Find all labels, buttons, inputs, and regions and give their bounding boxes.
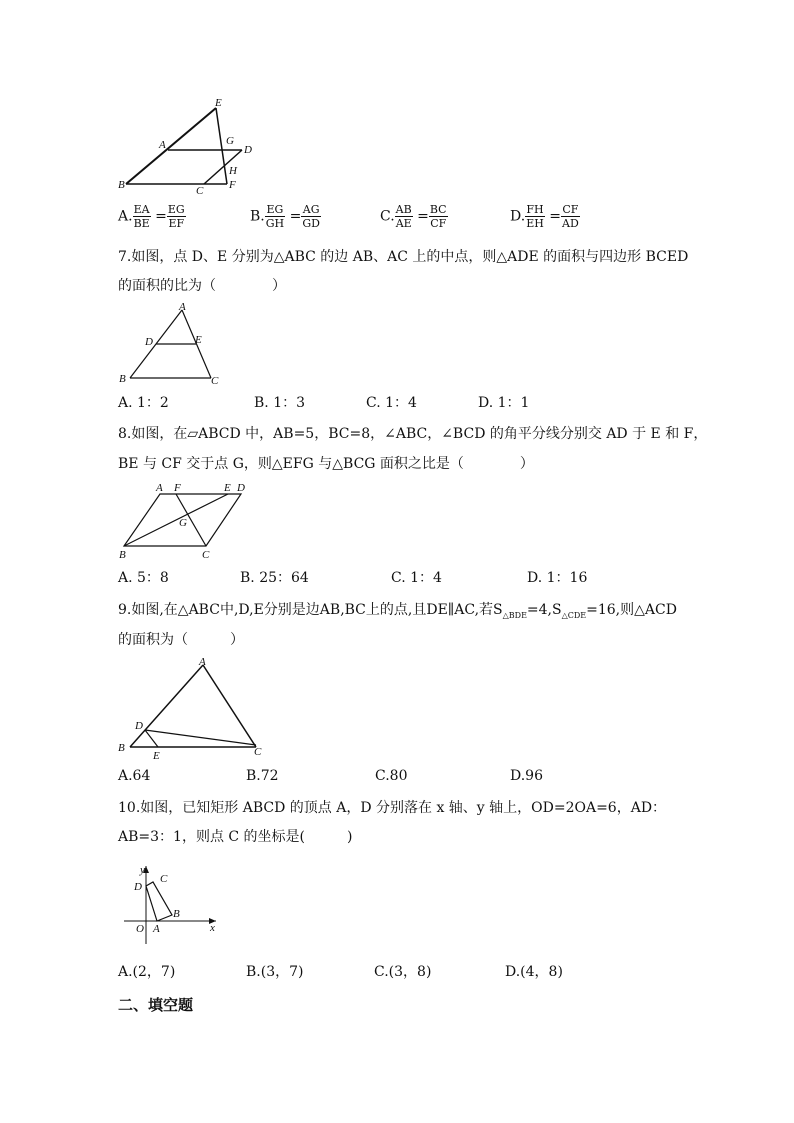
q7-stem-line2: 的面积的比为（ ） <box>118 278 286 294</box>
q6-option-b: B. $\frac{EG}{GH}$ = $\frac{AG}{GD}$ <box>250 203 320 230</box>
q10-label-D: D <box>134 881 142 893</box>
section-heading-fill-in: 二、填空题 <box>118 996 194 1014</box>
q7-option-c: C. 1：4 <box>366 395 417 411</box>
q6-a-rhs: $\frac{EG}{EF}$ <box>167 203 185 230</box>
q10-figure <box>120 860 225 946</box>
q7-label-A: A <box>179 302 186 313</box>
q6-figure <box>116 96 266 196</box>
q10-label-C: C <box>160 873 168 885</box>
q8-label-C: C <box>202 549 210 561</box>
q7-option-d: D. 1：1 <box>478 395 530 411</box>
q6-a-lhs: $\frac{EA}{BE}$ <box>133 203 150 230</box>
q10-label-x: x <box>210 922 215 934</box>
q8-stem-line2: BE 与 CF 交于点 G，则△EFG 与△BCG 面积之比是（ ） <box>118 456 534 472</box>
q6-label-E: E <box>215 97 222 109</box>
q9-label-C: C <box>254 746 262 758</box>
q6-option-c: C. $\frac{AB}{AE}$ = $\frac{BC}{CF}$ <box>380 203 447 230</box>
q9-option-b: B.72 <box>246 768 279 784</box>
q9-stem-line1: 9.如图,在△ABC中,D,E分别是边AB,BC上的点,且DE∥AC,若$S_{\triangle BDE}=4,S_{\triangle CDE}=16$,则△ACD <box>118 602 677 620</box>
q6-label-H: H <box>229 165 237 177</box>
q6-option-d: D. $\frac{FH}{EH}$ = $\frac{CF}{AD}$ <box>510 203 579 230</box>
q9-label-A: A <box>199 656 206 668</box>
q8-stem-line1: 8.如图，在▱ABCD 中，AB=5，BC=8，∠ABC，∠BCD 的角平分线分别交 AD 于 E 和 F， <box>118 426 708 442</box>
q7-figure <box>116 302 226 388</box>
q7-stem-line1: 7.如图，点 D、E 分别为△ABC 的边 AB、AC 上的中点，则△ADE 的面积与四边形 BCED <box>118 249 689 265</box>
q8-label-B: B <box>119 549 126 561</box>
q9-option-a: A.64 <box>118 768 151 784</box>
q7-label-E: E <box>195 334 202 346</box>
q8-label-D: D <box>237 482 245 494</box>
q10-label-O: O <box>136 923 144 935</box>
q8-label-F: F <box>174 482 181 494</box>
q8-label-A: A <box>156 482 163 494</box>
q6-d-lhs: $\frac{FH}{EH}$ <box>526 203 544 230</box>
q10-option-a: A.(2，7) <box>118 964 176 980</box>
q6-c-rhs: $\frac{BC}{CF}$ <box>429 203 447 230</box>
q9-sub-bde: △BDE <box>502 610 527 620</box>
q6-d-rhs: $\frac{CF}{AD}$ <box>562 203 579 230</box>
q9-label-E: E <box>153 750 160 761</box>
q9-figure <box>116 655 276 761</box>
q8-option-a: A. 5：8 <box>118 570 169 586</box>
q7-label-B: B <box>119 373 126 385</box>
q9-label-B: B <box>118 742 125 754</box>
q10-label-y: y <box>140 864 145 876</box>
q8-figure <box>116 478 256 562</box>
q8-option-c: C. 1：4 <box>391 570 442 586</box>
q10-option-b: B.(3，7) <box>246 964 304 980</box>
q7-option-b: B. 1：3 <box>254 395 306 411</box>
q9-sub-cde: △CDE <box>561 610 587 620</box>
q8-option-b: B. 25：64 <box>240 570 309 586</box>
q10-label-B: B <box>173 908 180 920</box>
q8-label-G: G <box>179 517 187 529</box>
q6-label-C: C <box>196 185 204 196</box>
q6-b-rhs: $\frac{AG}{GD}$ <box>302 203 320 230</box>
q10-label-A: A <box>153 923 160 935</box>
q9-option-c: C.80 <box>375 768 408 784</box>
q6-label-D: D <box>244 144 252 156</box>
q10-stem-line2: AB=3：1，则点 C 的坐标是( ) <box>118 829 353 845</box>
q6-label-F: F <box>229 179 236 191</box>
q6-label-A: A <box>159 139 166 151</box>
q6-label-G: G <box>226 135 234 147</box>
q10-stem-line1: 10.如图，已知矩形 ABCD 的顶点 A，D 分别落在 x 轴、y 轴上，OD=2OA=6，AD： <box>118 800 667 816</box>
q9-stem-line2: 的面积为（ ） <box>118 632 244 648</box>
q8-option-d: D. 1：16 <box>527 570 588 586</box>
q6-option-a: A. $\frac{EA}{BE}$ = $\frac{EG}{EF}$ <box>118 203 185 230</box>
q10-option-d: D.(4，8) <box>505 964 563 980</box>
q7-option-a: A. 1：2 <box>118 395 169 411</box>
q8-label-E: E <box>224 482 231 494</box>
q9-label-D: D <box>135 720 143 732</box>
q6-c-lhs: $\frac{AB}{AE}$ <box>395 203 412 230</box>
q7-label-D: D <box>145 336 153 348</box>
q7-label-C: C <box>211 375 219 387</box>
q9-option-d: D.96 <box>510 768 543 784</box>
q6-b-lhs: $\frac{EG}{GH}$ <box>265 203 285 230</box>
q10-option-c: C.(3，8) <box>374 964 432 980</box>
q6-label-B: B <box>118 179 125 191</box>
